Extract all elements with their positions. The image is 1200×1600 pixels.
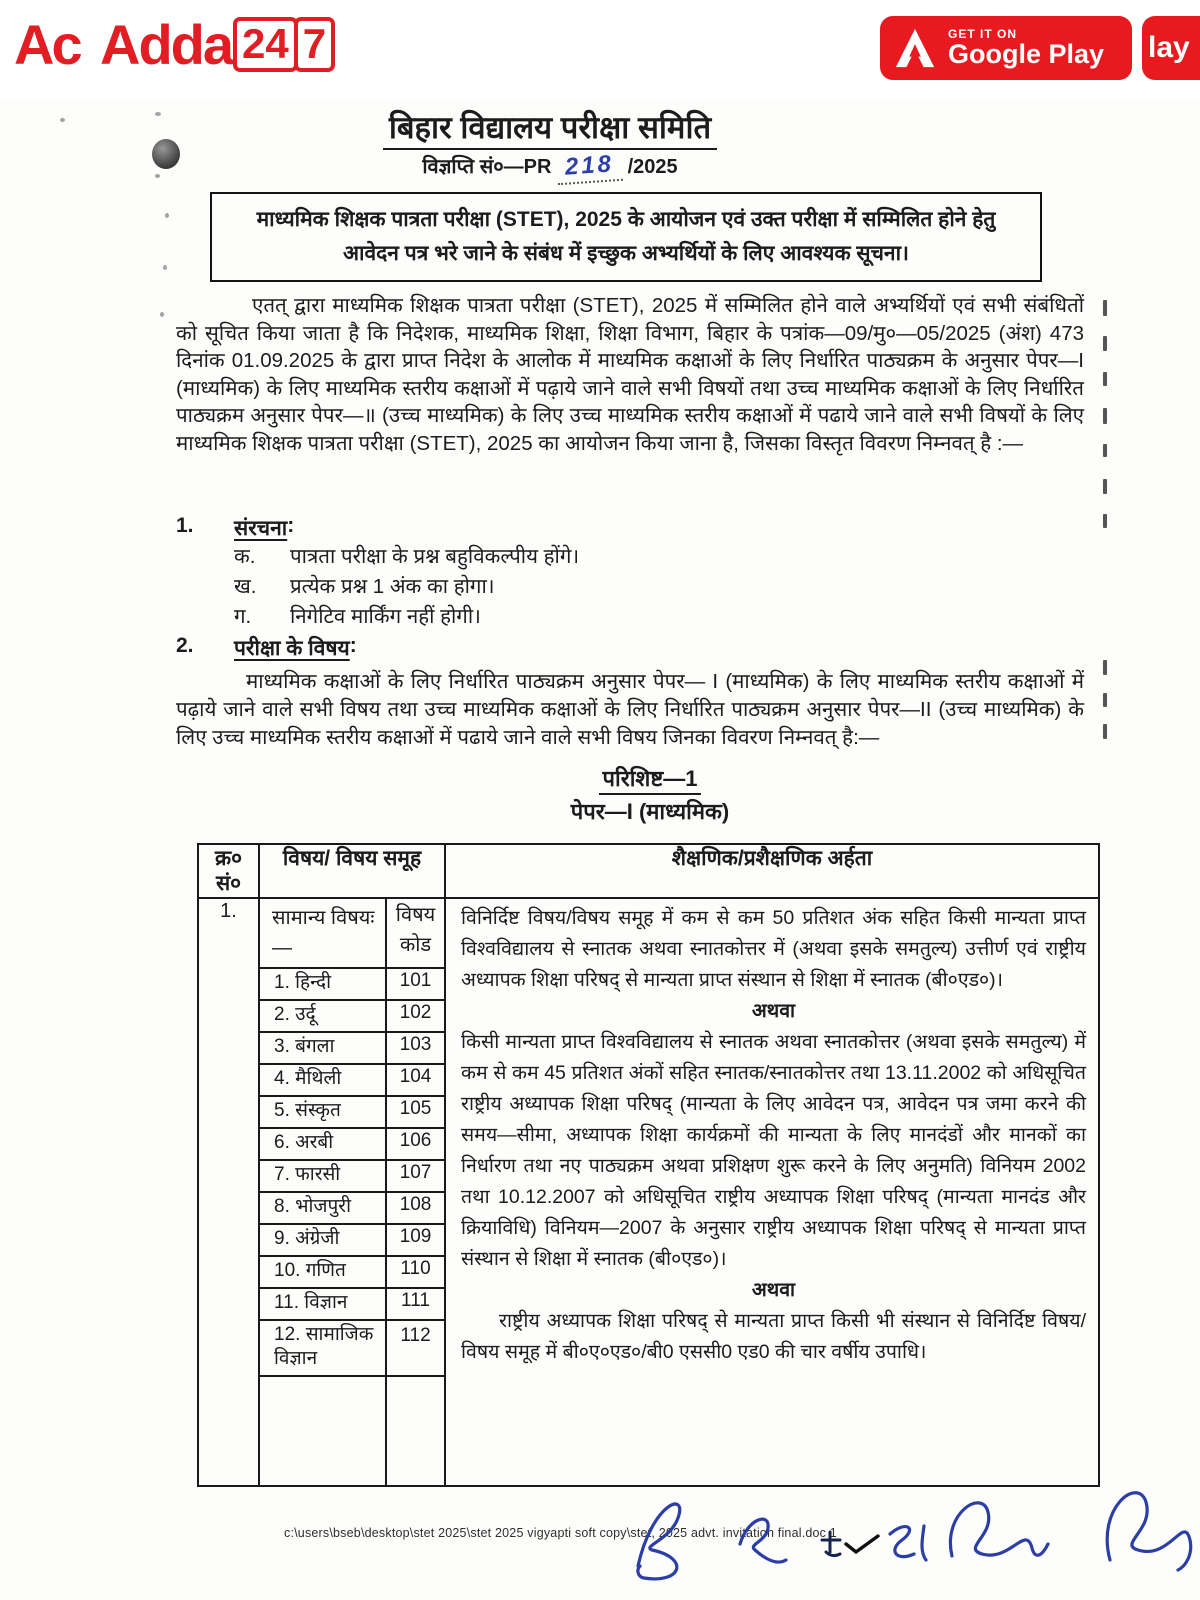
header-qualification: शैक्षणिक/प्रशैक्षणिक अर्हता [445,844,1099,898]
subject-name: 1. हिन्दी [259,968,386,1000]
subject-name: 10. गणित [259,1256,386,1288]
structure-item-c [176,602,1084,632]
paper-title: पेपर—I (माध्यमिक) [570,799,730,824]
signature-5 [950,1503,1048,1556]
qualification-para-3: राष्ट्रीय अध्यापक शिक्षा परिषद् से मान्यता प्राप्त किसी भी संस्थान से विनिर्दिष्ट विषय/विषय समूह में बी०ए०एड०/बी0 एससी0 एड0 की चार वर्षीय उपाधि। [461,1310,1086,1364]
page-title: बिहार विद्यालय परीक्षा समिति [0,106,1100,148]
subject-code: 112 [386,1320,445,1376]
section-1-heading [176,514,1084,542]
google-play-label: Google Play [948,39,1105,70]
get-it-on-label: GET IT ON [948,26,1017,41]
subject-code: 105 [386,1096,445,1128]
signatures-ink [590,1448,1200,1598]
empty-subject-cell [259,1376,386,1486]
adda247-logo-247 [237,17,335,71]
subject-code: 104 [386,1064,445,1096]
google-play-badge[interactable] [880,16,1132,80]
adda247-arrow-icon [892,25,938,71]
item-label: ख. [234,575,257,598]
subject-group-row [198,898,1099,968]
paper1-subjects-table [197,843,1100,1487]
item-text: निगेटिव मार्किंग नहीं होगी। [290,605,481,628]
subject-name: 5. संस्कृत [259,1096,386,1128]
section-2-title-suffix: : [349,634,357,657]
scan-edge-artifact [1103,372,1107,386]
row-serial-number: 1. [198,898,259,1486]
section-1-title: संरचना [234,517,288,540]
signature-6 [1107,1493,1191,1570]
adda247-logo-partial: Ac [14,13,80,76]
notice-line-2: आवेदन पत्र भरे जाने के संबंध में इच्छुक अभ्यर्थियों के लिए आवश्यक सूचना। [343,242,909,265]
item-label: क. [234,545,256,568]
ref-prefix: विज्ञप्ति सं०—PR [422,156,552,178]
scan-edge-artifact [1103,300,1107,316]
scan-edge-artifact [1103,724,1107,739]
qualification-cell [445,898,1099,1486]
notification-ref-line [0,152,1100,183]
subject-code-label: विषय कोड [386,898,445,968]
section-1 [176,514,1084,632]
scan-speck [163,265,167,270]
scan-speck [165,213,169,218]
subject-name: 11. विज्ञान [259,1288,386,1320]
section-1-number: 1. [176,514,194,537]
signature-4 [890,1526,926,1560]
table-header-row [198,844,1099,898]
subject-name: 3. बंगला [259,1032,386,1064]
adda247-logo[interactable] [14,12,335,77]
ref-suffix: /2025 [627,156,678,178]
adda247-logo-24-box: 24 [233,17,298,71]
subject-name: 2. उर्दू [259,1000,386,1032]
structure-item-a [176,542,1084,572]
item-text: प्रत्येक प्रश्न 1 अंक का होगा। [290,575,495,598]
section-2 [176,634,1084,751]
section-2-paragraph: माध्यमिक कक्षाओं के लिए निर्धारित पाठ्यक्रम अनुसार पेपर— I (माध्यमिक) के लिए माध्यमिक स्तरीय कक्षाओं में पढ़ाये जाने वाले सभी विषय तथा उच्च माध्यमिक कक्षाओं के लिए निर्धारित पाठ्यक्रम अनुसार पेपर—II (उच्च माध्यमिक) के लिए उच्च माध्यमिक स्तरीय कक्षाओं में पढाये जाने वाले सभी विषय जिनका विवरण निम्नवत् है:— [176,670,1084,749]
signature-1 [638,1504,680,1579]
signature-3-check [846,1536,878,1552]
or-divider-2: अथवा [751,1279,796,1302]
signature-3-glyph [822,1532,840,1556]
section-2-title: परीक्षा के विषय [234,637,350,660]
subject-code: 111 [386,1288,445,1320]
or-divider-1: अथवा [751,1000,796,1023]
notice-line-1: माध्यमिक शिक्षक पात्रता परीक्षा (STET), 2025 के आयोजन एवं उक्त परीक्षा में सम्मिलित होने हेतु [256,208,996,231]
adda247-logo-7-box: 7 [294,17,335,71]
subject-code: 108 [386,1192,445,1224]
subject-name: 6. अरबी [259,1128,386,1160]
item-label: ग. [234,605,252,628]
section-2-number: 2. [176,634,194,657]
subject-name: 9. अंग्रेजी [259,1224,386,1256]
google-play-badge-partial[interactable] [1142,16,1200,80]
scan-edge-artifact [1103,693,1107,707]
subject-group-label: सामान्य विषयः— [259,898,386,968]
section-1-title-suffix: : [287,514,295,537]
subject-code: 109 [386,1224,445,1256]
signature-2 [740,1519,786,1562]
header-subject-group: विषय/ विषय समूह [259,844,445,898]
subject-code: 107 [386,1160,445,1192]
ref-number-handwritten: 218 [556,150,623,185]
qualification-para-2: किसी मान्यता प्राप्त विश्वविद्यालय से स्नातक अथवा स्नातकोत्तर (अथवा इसके समतुल्य) में कम से कम 45 प्रतिशत अंकों सहित स्नातक/स्नातकोत्तर तथा 13.11.2002 को अधिसूचित राष्ट्रीय अध्यापक शिक्षा परिषद् (मान्यता के लिए आवेदन पत्र, आवेदन पत्र जमा करने की समय—सीमा, अध्यापक शिक्षा कार्यक्रमों की मान्यता के लिए मानदंडों और मानकों का निर्धारण तथा नए पाठ्यक्रम अथवा प्रशिक्षण शुरू करने के लिए अनुमति) विनियम 2002 तथा 10.12.2007 को अधिसूचित राष्ट्रीय अध्यापक शिक्षा परिषद् (मान्यता मानदंड और क्रियाविधि) विनियम—2007 के अनुसार राष्ट्रीय अध्यापक शिक्षा परिषद् से मान्यता प्राप्त संस्थान से शिक्षा में स्नातक (बी०एड०)। [461,1031,1086,1271]
subject-code: 103 [386,1032,445,1064]
subject-code: 101 [386,968,445,1000]
scan-edge-artifact [1103,408,1107,424]
qualification-para-1: विनिर्दिष्ट विषय/विषय समूह में कम से कम 50 प्रतिशत अंक सहित किसी मान्यता प्राप्त विश्वविद्यालय से स्नातक अथवा स्नातकोत्तर में (अथवा इसके समतुल्य) उत्तीर्ण एवं राष्ट्रीय अध्यापक शिक्षा परिषद् से मान्यता प्राप्त संस्थान से शिक्षा में स्नातक (बी०एड०)। [461,907,1086,992]
scan-edge-artifact [1103,336,1107,351]
subject-name: 12. सामाजिक विज्ञान [259,1320,386,1376]
subject-code: 106 [386,1128,445,1160]
item-text: पात्रता परीक्षा के प्रश्न बहुविकल्पीय होंगे। [290,545,580,568]
subject-name: 7. फारसी [259,1160,386,1192]
header-bar [0,0,1200,98]
header-serial: क्र० सं० [198,844,259,898]
subject-code: 110 [386,1256,445,1288]
scan-edge-artifact [1103,660,1107,675]
google-play-partial-label: lay [1148,31,1190,64]
subject-name: 4. मैथिली [259,1064,386,1096]
structure-item-b [176,572,1084,602]
subject-code: 102 [386,1000,445,1032]
section-2-heading [176,634,1084,662]
scan-speck [160,312,164,317]
subject-name: 8. भोजपुरी [259,1192,386,1224]
appendix-title: परिशिष्ट—1 [200,763,1100,793]
scan-edge-artifact [1103,479,1107,494]
notice-box [210,192,1042,282]
intro-paragraph: एतत् द्वारा माध्यमिक शिक्षक पात्रता परीक्षा (STET), 2025 में सम्मिलित होने वाले अभ्यर्थियों एवं सभी संबंधितों को सूचित किया जाता है कि निदेशक, माध्यमिक शिक्षा, शिक्षा विभाग, बिहार के पत्रांक—09/मु०—05/2025 (अंश) 473 दिनांक 01.09.2025 के द्वारा प्राप्त निदेश के आलोक में माध्यमिक कक्षाओं के लिए निर्धारित पाठ्यक्रम के अनुसार पेपर—I (माध्यमिक) के लिए माध्यमिक स्तरीय कक्षाओं में पढ़ाये जाने वाले सभी विषयों तथा उच्च माध्यमिक कक्षाओं के लिए निर्धारित पाठ्यक्रम अनुसार पेपर—॥ (उच्च माध्यमिक) के लिए उच्च माध्यमिक स्तरीय कक्षाओं में पढाये जाने वाले सभी विषयों के लिए माध्यमिक शिक्षक पात्रता परीक्षा (STET), 2025 का आयोजन किया जाना है, जिसका विस्तृत विवरण निम्नवत् है :— [176,294,1084,455]
google-play-badge-text [948,28,1104,69]
scan-edge-artifact [1103,514,1107,528]
scan-edge-artifact [1103,444,1107,457]
adda247-logo-word: Adda [100,13,232,76]
empty-code-cell [386,1376,445,1486]
document-file-path: c:\users\bseb\desktop\stet 2025\stet 2025 vigyapti soft copy\stet, 2025 advt. invitation final.doc 1 [284,1526,837,1540]
